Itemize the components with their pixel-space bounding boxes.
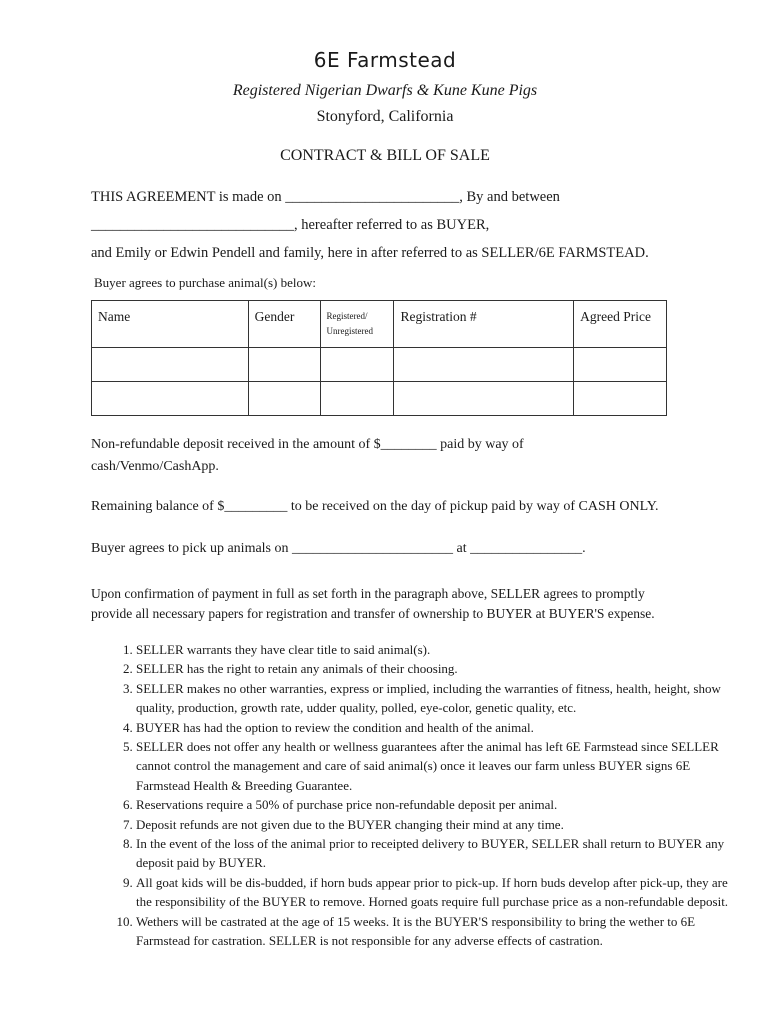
header-registered <box>320 301 394 348</box>
header-registered-label: Registered/ Unregistered <box>326 311 374 336</box>
table-header-row <box>92 301 667 348</box>
cell-registration-number[interactable] <box>394 348 574 382</box>
animals-table <box>91 300 667 416</box>
cell-registration-number[interactable] <box>394 382 574 416</box>
purchase-intro: Buyer agrees to purchase animal(s) below: <box>94 275 317 290</box>
cell-gender[interactable] <box>248 382 320 416</box>
cell-name[interactable] <box>92 348 249 382</box>
cell-registered[interactable] <box>320 382 394 416</box>
header-agreed-price: Agreed Price <box>574 301 667 348</box>
list-item: 7. Deposit refunds are not given due to the BUYER changing their mind at any time. <box>136 815 736 834</box>
confirmation-paragraph: Upon confirmation of payment in full as set forth in the paragraph above, SELLER agrees to promptly provide all necessary papers for registration and transfer of ownership to BUYER at BUYER'S expense. <box>91 586 655 621</box>
cell-gender[interactable] <box>248 348 320 382</box>
list-item: 9. All goat kids will be dis-budded, if horn buds appear prior to pick-up. If horn buds develop after pick-up, they are the responsibility of the BUYER to remove. Horned goats require full purchase price as a non-refundable deposit. <box>136 873 736 912</box>
pickup-line: Buyer agrees to pick up animals on _______________________ at ________________. <box>91 541 586 556</box>
document-heading: CONTRACT & BILL OF SALE <box>280 147 490 164</box>
agreement-date-line: THIS AGREEMENT is made on ________________________, By and between <box>91 189 560 205</box>
header-registration-number: Registration # <box>394 301 574 348</box>
list-item: 2. SELLER has the right to retain any animals of their choosing. <box>136 659 736 678</box>
cell-agreed-price[interactable] <box>574 382 667 416</box>
list-item: 6. Reservations require a 50% of purchase price non-refundable deposit per animal. <box>136 795 736 814</box>
terms-list <box>91 640 736 951</box>
list-item: 5. SELLER does not offer any health or wellness guarantees after the animal has left 6E Farmstead since SELLER cannot control the management and care of said animal(s) once it leaves our farm unless BUYER signs 6E Farmstead Health & Breeding Guarantee. <box>136 737 736 795</box>
list-item: 4. BUYER has had the option to review the condition and health of the animal. <box>136 718 736 737</box>
header-gender: Gender <box>248 301 320 348</box>
seller-line: and Emily or Edwin Pendell and family, here in after referred to as SELLER/6E FARMSTEAD. <box>91 245 649 261</box>
table-row <box>92 382 667 416</box>
list-item: 8. In the event of the loss of the animal prior to receipted delivery to BUYER, SELLER shall return to BUYER any deposit paid by BUYER. <box>136 834 736 873</box>
table-row <box>92 348 667 382</box>
list-item: 3. SELLER makes no other warranties, express or implied, including the warranties of fitness, health, height, show quality, production, growth rate, udder quality, polled, eye-color, genetic quality, etc. <box>136 679 736 718</box>
farm-location: Stonyford, California <box>316 108 454 125</box>
farm-title: 6E Farmstead <box>313 48 457 72</box>
cell-registered[interactable] <box>320 348 394 382</box>
list-item: 1. SELLER warrants they have clear title to said animal(s). <box>136 640 736 659</box>
deposit-paragraph: Non-refundable deposit received in the amount of $________ paid by way of cash/Venmo/CashApp. <box>91 437 524 474</box>
list-item: 10. Wethers will be castrated at the age of 15 weeks. It is the BUYER'S responsibility to bring the wether to 6E Farmstead for castration. SELLER is not responsible for any adverse effects of castration. <box>136 912 736 951</box>
header-name: Name <box>92 301 249 348</box>
farm-subtitle: Registered Nigerian Dwarfs & Kune Kune Pigs <box>232 82 538 99</box>
buyer-name-line: ____________________________, hereafter referred to as BUYER, <box>91 217 490 233</box>
cell-agreed-price[interactable] <box>574 348 667 382</box>
cell-name[interactable] <box>92 382 249 416</box>
balance-line: Remaining balance of $_________ to be received on the day of pickup paid by way of CASH ONLY. <box>91 499 659 514</box>
